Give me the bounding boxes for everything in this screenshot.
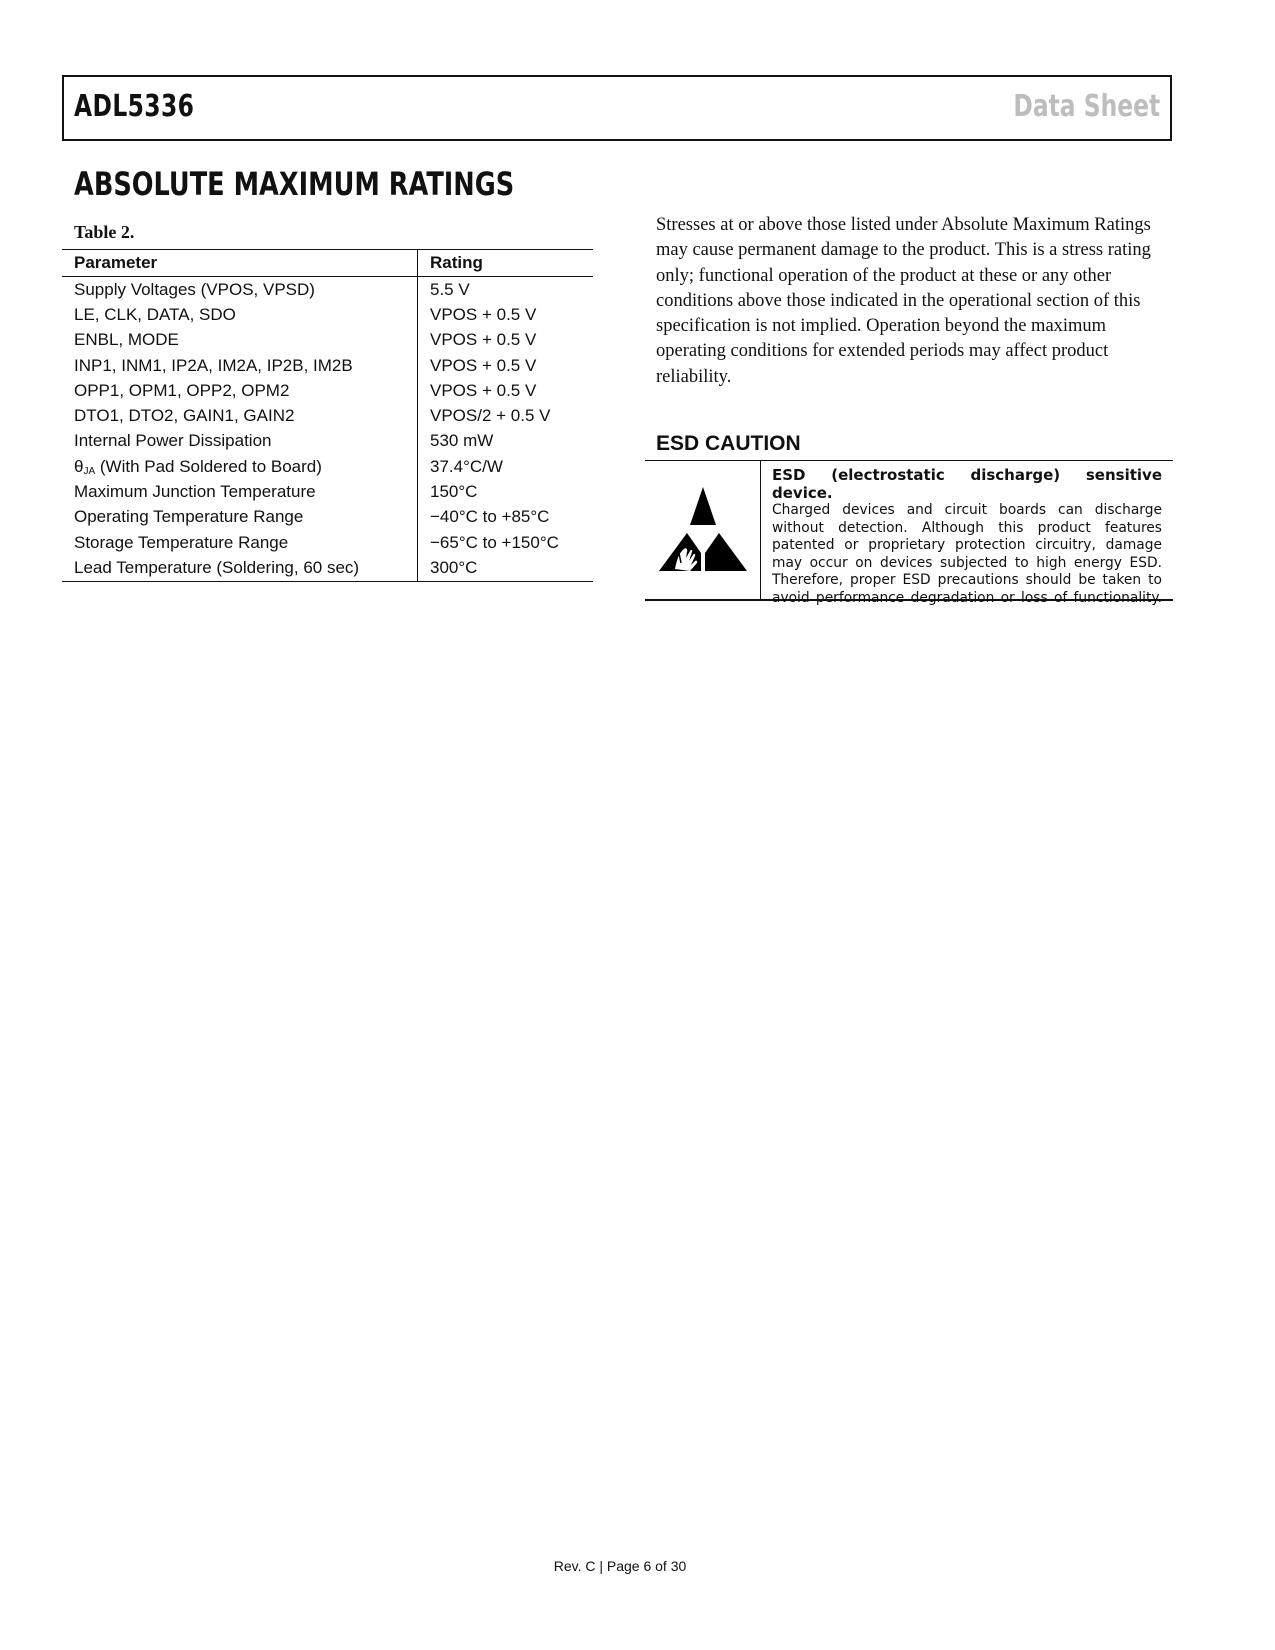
parameter-cell: INP1, INM1, IP2A, IM2A, IP2B, IM2B: [62, 353, 418, 378]
table-row: [62, 378, 593, 403]
rating-cell: VPOS + 0.5 V: [430, 304, 537, 324]
esd-body-text: Charged devices and circuit boards can discharge without detection. Although this product features patented or proprietary protection circuitry, damage may occur on devices subjected to high energy ESD. Therefore, proper ESD precautions should be taken to avoid performance degradation or loss of functionality.: [772, 502, 1162, 606]
ratings-table: [62, 249, 593, 582]
parameter-cell: OPP1, OPM1, OPP2, OPM2: [62, 378, 418, 403]
rating-cell: 37.4°C/W: [430, 456, 503, 476]
esd-caution-text: [772, 467, 1162, 607]
parameter-cell: [62, 454, 418, 479]
table-row: [62, 353, 593, 378]
table-row: [62, 302, 593, 327]
parameter-cell: Internal Power Dissipation: [62, 429, 418, 454]
parameter-cell: ENBL, MODE: [62, 328, 418, 353]
esd-icon-cell: [645, 461, 761, 599]
esd-caution-box: [645, 460, 1173, 606]
table-row: [62, 479, 593, 504]
rating-cell: VPOS + 0.5 V: [430, 380, 537, 400]
rating-cell: 150°C: [430, 482, 478, 502]
rating-cell: VPOS + 0.5 V: [430, 355, 537, 375]
parameter-cell: LE, CLK, DATA, SDO: [62, 302, 418, 327]
page-footer: Rev. C | Page 6 of 30: [553, 1558, 687, 1574]
parameter-text: (With Pad Soldered to Board): [95, 456, 322, 476]
esd-caution-heading: ESD CAUTION: [656, 432, 801, 455]
rating-cell: −40°C to +85°C: [430, 507, 550, 527]
table-row: [62, 277, 593, 303]
esd-lead-text: ESD (electrostatic discharge) sensitive device.: [772, 466, 1162, 502]
theta-symbol: θ: [74, 456, 84, 476]
rating-cell: 300°C: [418, 555, 594, 581]
table-row: [62, 530, 593, 555]
table-caption: Table 2.: [74, 222, 135, 242]
table-row: [62, 454, 593, 479]
table-row: [62, 328, 593, 353]
rating-cell: VPOS + 0.5 V: [430, 330, 537, 350]
parameter-cell: Supply Voltages (VPOS, VPSD): [62, 277, 418, 303]
parameter-cell: Operating Temperature Range: [62, 505, 418, 530]
rating-cell: VPOS/2 + 0.5 V: [430, 406, 551, 426]
part-number: ADL5336: [74, 89, 195, 124]
table-row: [62, 555, 593, 581]
page-header: [62, 75, 1172, 141]
column-header-rating: Rating: [418, 250, 594, 277]
document-type: Data Sheet: [1013, 89, 1160, 124]
parameter-cell: Maximum Junction Temperature: [62, 479, 418, 504]
parameter-cell: Storage Temperature Range: [62, 530, 418, 555]
section-title: ABSOLUTE MAXIMUM RATINGS: [74, 165, 515, 203]
theta-subscript: JA: [83, 465, 96, 477]
table-header-row: [62, 250, 593, 277]
parameter-cell: Lead Temperature (Soldering, 60 sec): [62, 555, 418, 581]
table-row: [62, 505, 593, 530]
column-header-parameter: Parameter: [62, 250, 418, 277]
esd-warning-icon: [657, 483, 749, 575]
rating-cell: −65°C to +150°C: [430, 532, 559, 552]
table-row: [62, 429, 593, 454]
parameter-cell: DTO1, DTO2, GAIN1, GAIN2: [62, 403, 418, 428]
table-row: [62, 403, 593, 428]
stress-note: Stresses at or above those listed under Absolute Maximum Ratings may cause permanent damage to the product. This is a stress rating only; functional operation of the product at these or any other conditions above those indicated in the operational section of this specification is not implied. Operation beyond the maximum operating conditions for extended periods may affect product reliability.: [656, 215, 1151, 387]
rating-cell: 530 mW: [430, 431, 494, 451]
rating-cell: 5.5 V: [430, 279, 470, 299]
